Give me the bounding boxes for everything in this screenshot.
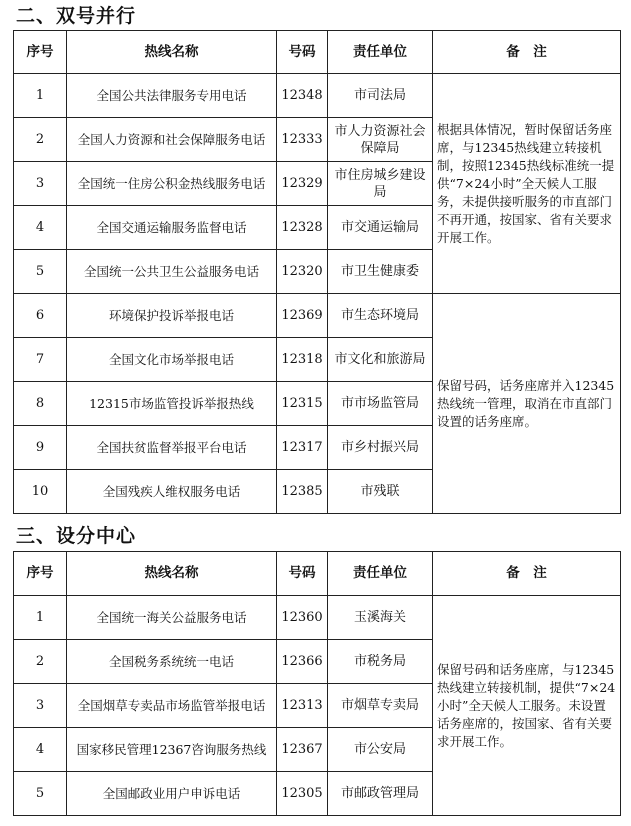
sub-center-table [13, 551, 621, 816]
row-unit: 市住房城乡建设局 [328, 162, 433, 206]
row-hotline-name: 全国文化市场举报电话 [67, 338, 277, 382]
row-unit: 市文化和旅游局 [328, 338, 433, 382]
row-no: 3 [14, 162, 67, 206]
row-unit: 市人力资源社会保障局 [328, 118, 433, 162]
double-number-table [13, 30, 621, 514]
row-no: 5 [14, 250, 67, 294]
header-number: 号码 [277, 552, 328, 596]
row-number: 12348 [277, 74, 328, 118]
note-cell-sub-center: 保留号码和话务座席，与12345热线建立转接机制，提供“7×24小时”全天候人工服务。未设置话务座席的，按国家、省有关要求开展工作。 [433, 596, 621, 816]
row-hotline-name: 12315市场监管投诉举报热线 [67, 382, 277, 426]
row-hotline-name: 环境保护投诉举报电话 [67, 294, 277, 338]
row-number: 12385 [277, 470, 328, 514]
row-hotline-name: 全国公共法律服务专用电话 [67, 74, 277, 118]
header-name: 热线名称 [67, 552, 277, 596]
header-unit: 责任单位 [328, 552, 433, 596]
row-no: 7 [14, 338, 67, 382]
row-number: 12313 [277, 684, 328, 728]
row-unit: 玉溪海关 [328, 596, 433, 640]
row-number: 12317 [277, 426, 328, 470]
row-unit: 市乡村振兴局 [328, 426, 433, 470]
row-unit: 市公安局 [328, 728, 433, 772]
row-no: 2 [14, 118, 67, 162]
row-number: 12305 [277, 772, 328, 816]
row-no: 3 [14, 684, 67, 728]
row-hotline-name: 国家移民管理12367咨询服务热线 [67, 728, 277, 772]
header-name: 热线名称 [67, 31, 277, 74]
row-number: 12360 [277, 596, 328, 640]
header-no: 序号 [14, 552, 67, 596]
row-number: 12315 [277, 382, 328, 426]
row-hotline-name: 全国烟草专卖品市场监管举报电话 [67, 684, 277, 728]
row-number: 12318 [277, 338, 328, 382]
row-hotline-name: 全国统一海关公益服务电话 [67, 596, 277, 640]
row-number: 12320 [277, 250, 328, 294]
row-unit: 市邮政管理局 [328, 772, 433, 816]
row-hotline-name: 全国扶贫监督举报平台电话 [67, 426, 277, 470]
header-unit: 责任单位 [328, 31, 433, 74]
header-note: 备 注 [433, 552, 621, 596]
note-cell-group-1: 根据具体情况，暂时保留话务座席，与12345热线建立转接机制，按照12345热线标准统一提供“7×24小时”全天候人工服务，未提供接听服务的市直部门不再开通，按国家、省有关要求开展工作。 [433, 74, 621, 294]
section-3-title: 三、设分中心 [16, 525, 137, 547]
row-no: 4 [14, 728, 67, 772]
row-hotline-name: 全国税务系统统一电话 [67, 640, 277, 684]
row-hotline-name: 全国人力资源和社会保障服务电话 [67, 118, 277, 162]
section-2-title: 二、双号并行 [16, 5, 137, 27]
row-no: 9 [14, 426, 67, 470]
table-header-row [14, 552, 621, 596]
row-unit: 市卫生健康委 [328, 250, 433, 294]
row-hotline-name: 全国邮政业用户申诉电话 [67, 772, 277, 816]
row-unit: 市司法局 [328, 74, 433, 118]
row-hotline-name: 全国残疾人维权服务电话 [67, 470, 277, 514]
row-hotline-name: 全国交通运输服务监督电话 [67, 206, 277, 250]
row-number: 12369 [277, 294, 328, 338]
row-no: 1 [14, 596, 67, 640]
table-row [14, 74, 621, 118]
row-no: 4 [14, 206, 67, 250]
row-no: 1 [14, 74, 67, 118]
row-number: 12328 [277, 206, 328, 250]
row-no: 10 [14, 470, 67, 514]
header-note: 备 注 [433, 31, 621, 74]
row-no: 5 [14, 772, 67, 816]
row-number: 12367 [277, 728, 328, 772]
row-unit: 市税务局 [328, 640, 433, 684]
header-no: 序号 [14, 31, 67, 74]
table-row [14, 294, 621, 338]
row-number: 12329 [277, 162, 328, 206]
table-header-row [14, 31, 621, 74]
row-unit: 市烟草专卖局 [328, 684, 433, 728]
row-no: 2 [14, 640, 67, 684]
row-unit: 市残联 [328, 470, 433, 514]
row-unit: 市生态环境局 [328, 294, 433, 338]
table-row [14, 596, 621, 640]
row-hotline-name: 全国统一公共卫生公益服务电话 [67, 250, 277, 294]
row-hotline-name: 全国统一住房公积金热线服务电话 [67, 162, 277, 206]
note-cell-group-2: 保留号码，话务座席并入12345热线统一管理，取消在市直部门设置的话务座席。 [433, 294, 621, 514]
row-no: 8 [14, 382, 67, 426]
row-no: 6 [14, 294, 67, 338]
header-number: 号码 [277, 31, 328, 74]
row-number: 12333 [277, 118, 328, 162]
row-number: 12366 [277, 640, 328, 684]
row-unit: 市市场监管局 [328, 382, 433, 426]
row-unit: 市交通运输局 [328, 206, 433, 250]
